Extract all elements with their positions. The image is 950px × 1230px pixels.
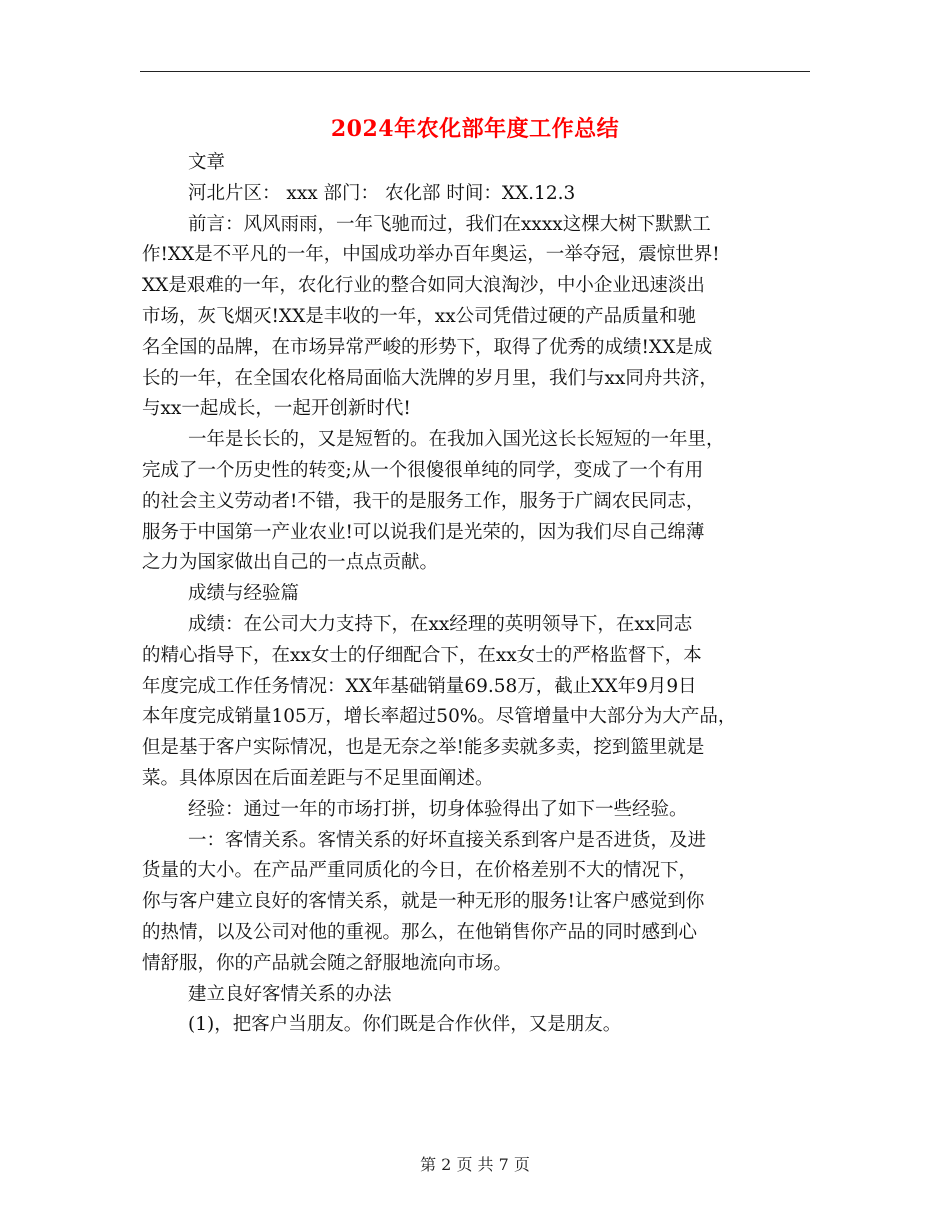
body-line: 与xx一起成长，一起开创新时代! <box>142 398 411 420</box>
body-line: 一：客情关系。客情关系的好坏直接关系到客户是否进货，及进 <box>188 829 707 851</box>
body-line: 本年度完成销量105万，增长率超过50%。尽管增量中大部分为大产品， <box>142 706 737 728</box>
body-line: (1)，把客户当朋友。你们既是合作伙伴，又是朋友。 <box>188 1014 622 1036</box>
page-footer: 第 2 页 共 7 页 <box>420 1155 530 1174</box>
body-line: 河北片区： xxx 部门： 农化部 时间：XX.12.3 <box>188 182 576 204</box>
body-line: 的社会主义劳动者!不错，我干的是服务工作，服务于广阔农民同志， <box>142 490 705 512</box>
document-title: 2024年农化部年度工作总结 <box>330 116 620 142</box>
body-line: 年度完成工作任务情况：XX年基础销量69.58万，截止XX年9月9日 <box>142 675 697 697</box>
body-line: 经验：通过一年的市场打拼，切身体验得出了如下一些经验。 <box>188 798 688 820</box>
body-line: 货量的大小。在产品严重同质化的今日，在价格差别不大的情况下， <box>142 860 698 882</box>
body-line: 名全国的品牌，在市场异常严峻的形势下，取得了优秀的成绩!XX是成 <box>142 336 713 358</box>
section-heading: 建立良好客情关系的办法 <box>188 983 392 1005</box>
body-line: 一年是长长的，又是短暂的。在我加入国光这长长短短的一年里， <box>188 429 725 451</box>
body-line: 作!XX是不平凡的一年，中国成功举办百年奥运，一举夺冠，震惊世界! <box>142 244 720 266</box>
body-line: 成绩：在公司大力支持下，在xx经理的英明领导下，在xx同志 <box>188 613 693 635</box>
header-rule <box>140 71 810 72</box>
body-line: 前言：风风雨雨，一年飞驰而过，我们在xxxx这棵大树下默默工 <box>188 213 711 235</box>
section-heading: 成绩与经验篇 <box>188 583 300 605</box>
body-line: 完成了一个历史性的转变;从一个很傻很单纯的同学，变成了一个有用 <box>142 459 704 481</box>
body-line: 市场，灰飞烟灭!XX是丰收的一年，xx公司凭借过硬的产品质量和驰 <box>142 305 697 327</box>
body-line: 的精心指导下，在xx女士的仔细配合下，在xx女士的严格监督下，本 <box>142 644 702 666</box>
body-line: 服务于中国第一产业农业!可以说我们是光荣的，因为我们尽自己绵薄 <box>142 521 705 543</box>
body-line: 情舒服，你的产品就会随之舒服地流向市场。 <box>142 952 513 974</box>
body-line: 的热情，以及公司对他的重视。那么，在他销售你产品的同时感到心 <box>142 921 698 943</box>
body-line: 之力为国家做出自己的一点点贡献。 <box>142 552 439 574</box>
body-line: 菜。具体原因在后面差距与不足里面阐述。 <box>142 767 494 789</box>
body-line: 你与客户建立良好的客情关系，就是一种无形的服务!让客户感觉到你 <box>142 891 705 913</box>
body-line: 文章 <box>188 152 226 173</box>
body-line: XX是艰难的一年，农化行业的整合如同大浪淘沙，中小企业迅速淡出 <box>142 275 705 297</box>
document-body <box>142 148 810 1041</box>
body-line: 长的一年，在全国农化格局面临大洗牌的岁月里，我们与xx同舟共济， <box>142 367 718 389</box>
body-line: 但是基于客户实际情况，也是无奈之举!能多卖就多卖，挖到篮里就是 <box>142 737 705 759</box>
